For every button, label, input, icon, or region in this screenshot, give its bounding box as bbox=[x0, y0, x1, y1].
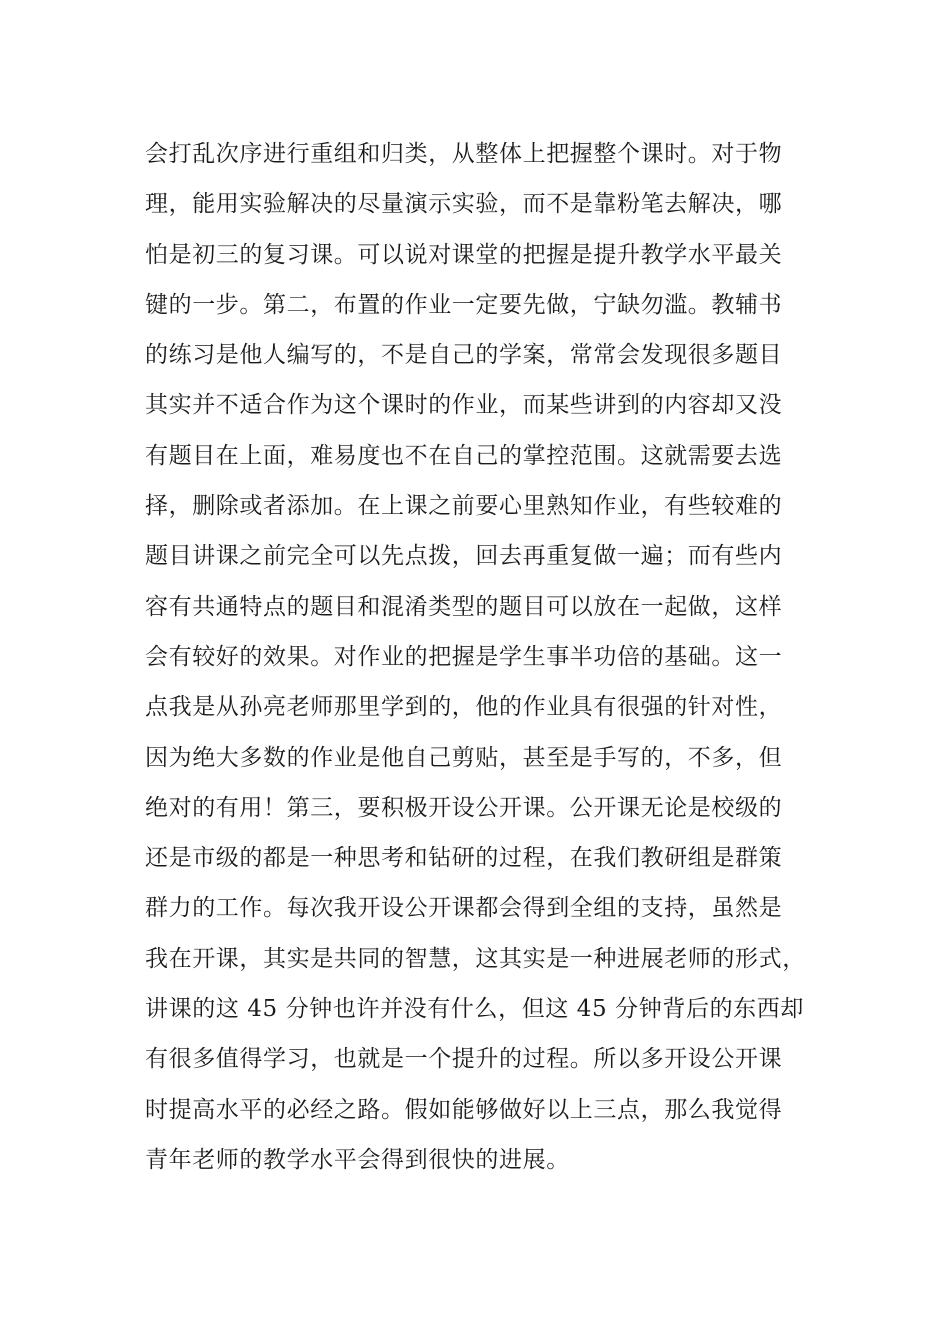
text-line: 会打乱次序进行重组和归类，从整体上把握整个课时。对于物 bbox=[145, 141, 783, 167]
text-line: 绝对的有用！第三，要积极开设公开课。公开课无论是校级的 bbox=[145, 794, 783, 821]
text-line: 还是市级的都是一种思考和钻研的过程，在我们教研组是群策 bbox=[145, 845, 783, 872]
text-line: 会有较好的效果。对作业的把握是学生事半功倍的基础。这一 bbox=[145, 643, 783, 670]
text-line: 其实并不适合作为这个课时的作业，而某些讲到的内容却又没 bbox=[145, 392, 783, 419]
text-line: 键的一步。第二，布置的作业一定要先做，宁缺勿滥。教辅书 bbox=[145, 291, 783, 318]
text-line: 怕是初三的复习课。可以说对课堂的把握是提升教学水平最关 bbox=[145, 241, 783, 268]
text-line: 我在开课，其实是共同的智慧，这其实是一种进展老师的形式， bbox=[145, 945, 806, 972]
text-line: 理，能用实验解决的尽量演示实验，而不是靠粉笔去解决，哪 bbox=[145, 191, 783, 218]
text-line: 择，删除或者添加。在上课之前要心里熟知作业，有些较难的 bbox=[145, 493, 783, 520]
text-line: 青年老师的教学水平会得到很快的进展。 bbox=[145, 1146, 570, 1173]
text-line: 的练习是他人编写的，不是自己的学案，常常会发现很多题目 bbox=[145, 342, 783, 369]
text-line: 讲课的这 45 分钟也许并没有什么，但这 45 分钟背后的东西却 bbox=[145, 996, 804, 1023]
text-line: 群力的工作。每次我开设公开课都会得到全组的支持，虽然是 bbox=[145, 895, 783, 922]
text-line: 点我是从孙亮老师那里学到的，他的作业具有很强的针对性， bbox=[145, 694, 783, 721]
text-line: 题目讲课之前完全可以先点拨，回去再重复做一遍；而有些内 bbox=[145, 543, 783, 570]
text-line: 有很多值得学习，也就是一个提升的过程。所以多开设公开课 bbox=[145, 1046, 783, 1073]
body-text bbox=[145, 133, 835, 1189]
text-line: 时提高水平的必经之路。假如能够做好以上三点，那么我觉得 bbox=[145, 1096, 783, 1123]
text-line: 因为绝大多数的作业是他自己剪贴，甚至是手写的，不多，但 bbox=[145, 744, 783, 771]
text-line: 容有共通特点的题目和混淆类型的题目可以放在一起做，这样 bbox=[145, 593, 783, 620]
text-line: 有题目在上面，难易度也不在自己的掌控范围。这就需要去选 bbox=[145, 442, 783, 469]
